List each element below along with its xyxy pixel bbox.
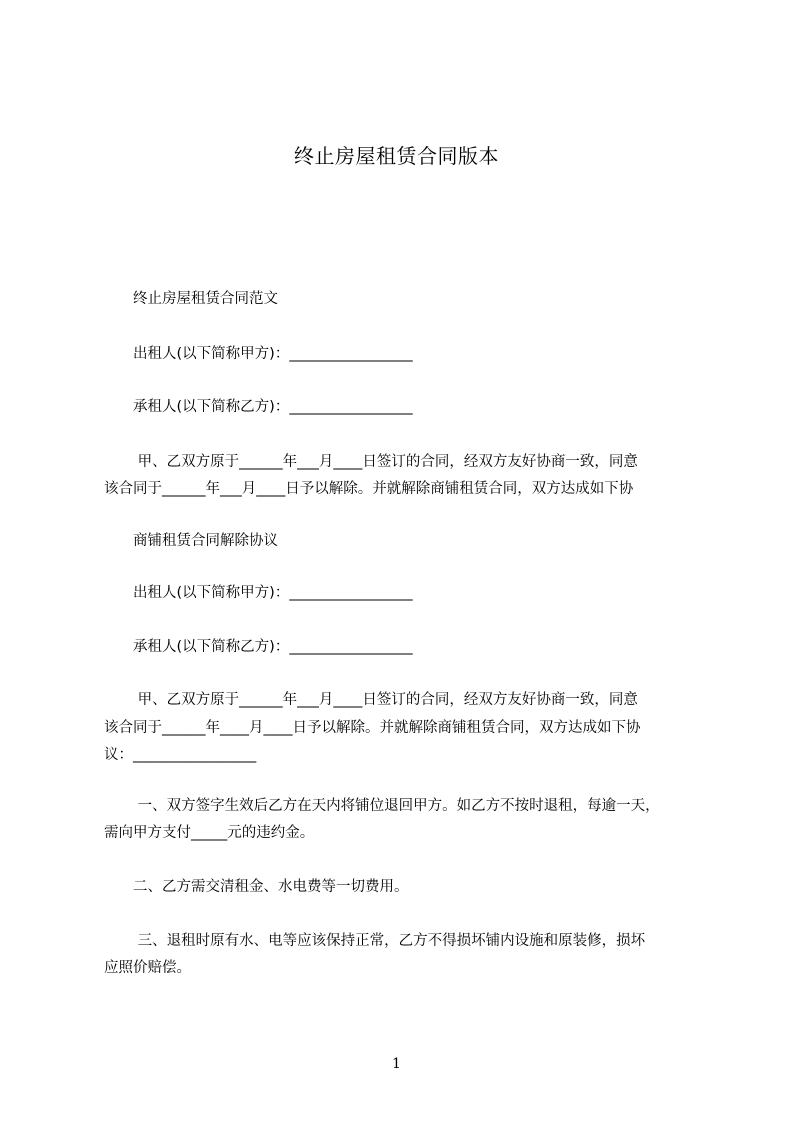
paragraph-line: 甲、乙双方原于______年___月____日签订的合同，经双方友好协商一致，同意 [104, 692, 638, 708]
paragraph-line: 甲、乙双方原于______年___月____日签订的合同，经双方友好协商一致，同意 [104, 454, 638, 470]
paragraph-line: 该合同于______年____月____日予以解除。并就解除商铺租赁合同，双方达成如下协 [104, 720, 641, 736]
paragraph-line: 应照价赔偿。 [104, 960, 191, 976]
page-number: 1 [392, 1056, 401, 1072]
paragraph-line: 三、退租时原有水、电等应该保持正常，乙方不得损坏铺内设施和原装修，损坏 [104, 933, 646, 949]
paragraph-line: 承租人(以下简称乙方)：_________________ [104, 639, 413, 655]
document-title: 终止房屋租赁合同版本 [294, 144, 499, 168]
paragraph-line: 出租人(以下简称甲方)：_________________ [104, 346, 413, 362]
paragraph-line: 出租人(以下简称甲方)：_________________ [104, 585, 413, 601]
paragraph-line: 承租人(以下简称乙方)：_________________ [104, 399, 413, 415]
paragraph-line: 议：_________________ [104, 747, 257, 763]
paragraph-line: 需向甲方支付_____元的违约金。 [104, 825, 315, 841]
paragraph-line: 终止房屋租赁合同范文 [104, 291, 278, 307]
paragraph-line: 一、双方签字生效后乙方在天内将铺位退回甲方。如乙方不按时退租，每逾一天， [104, 798, 660, 814]
paragraph-line: 商铺租赁合同解除协议 [104, 533, 278, 549]
paragraph-line: 该合同于______年___月____日予以解除。并就解除商铺租赁合同，双方达成如下协 [104, 481, 634, 497]
paragraph-line: 二、乙方需交清租金、水电费等一切费用。 [104, 879, 409, 895]
